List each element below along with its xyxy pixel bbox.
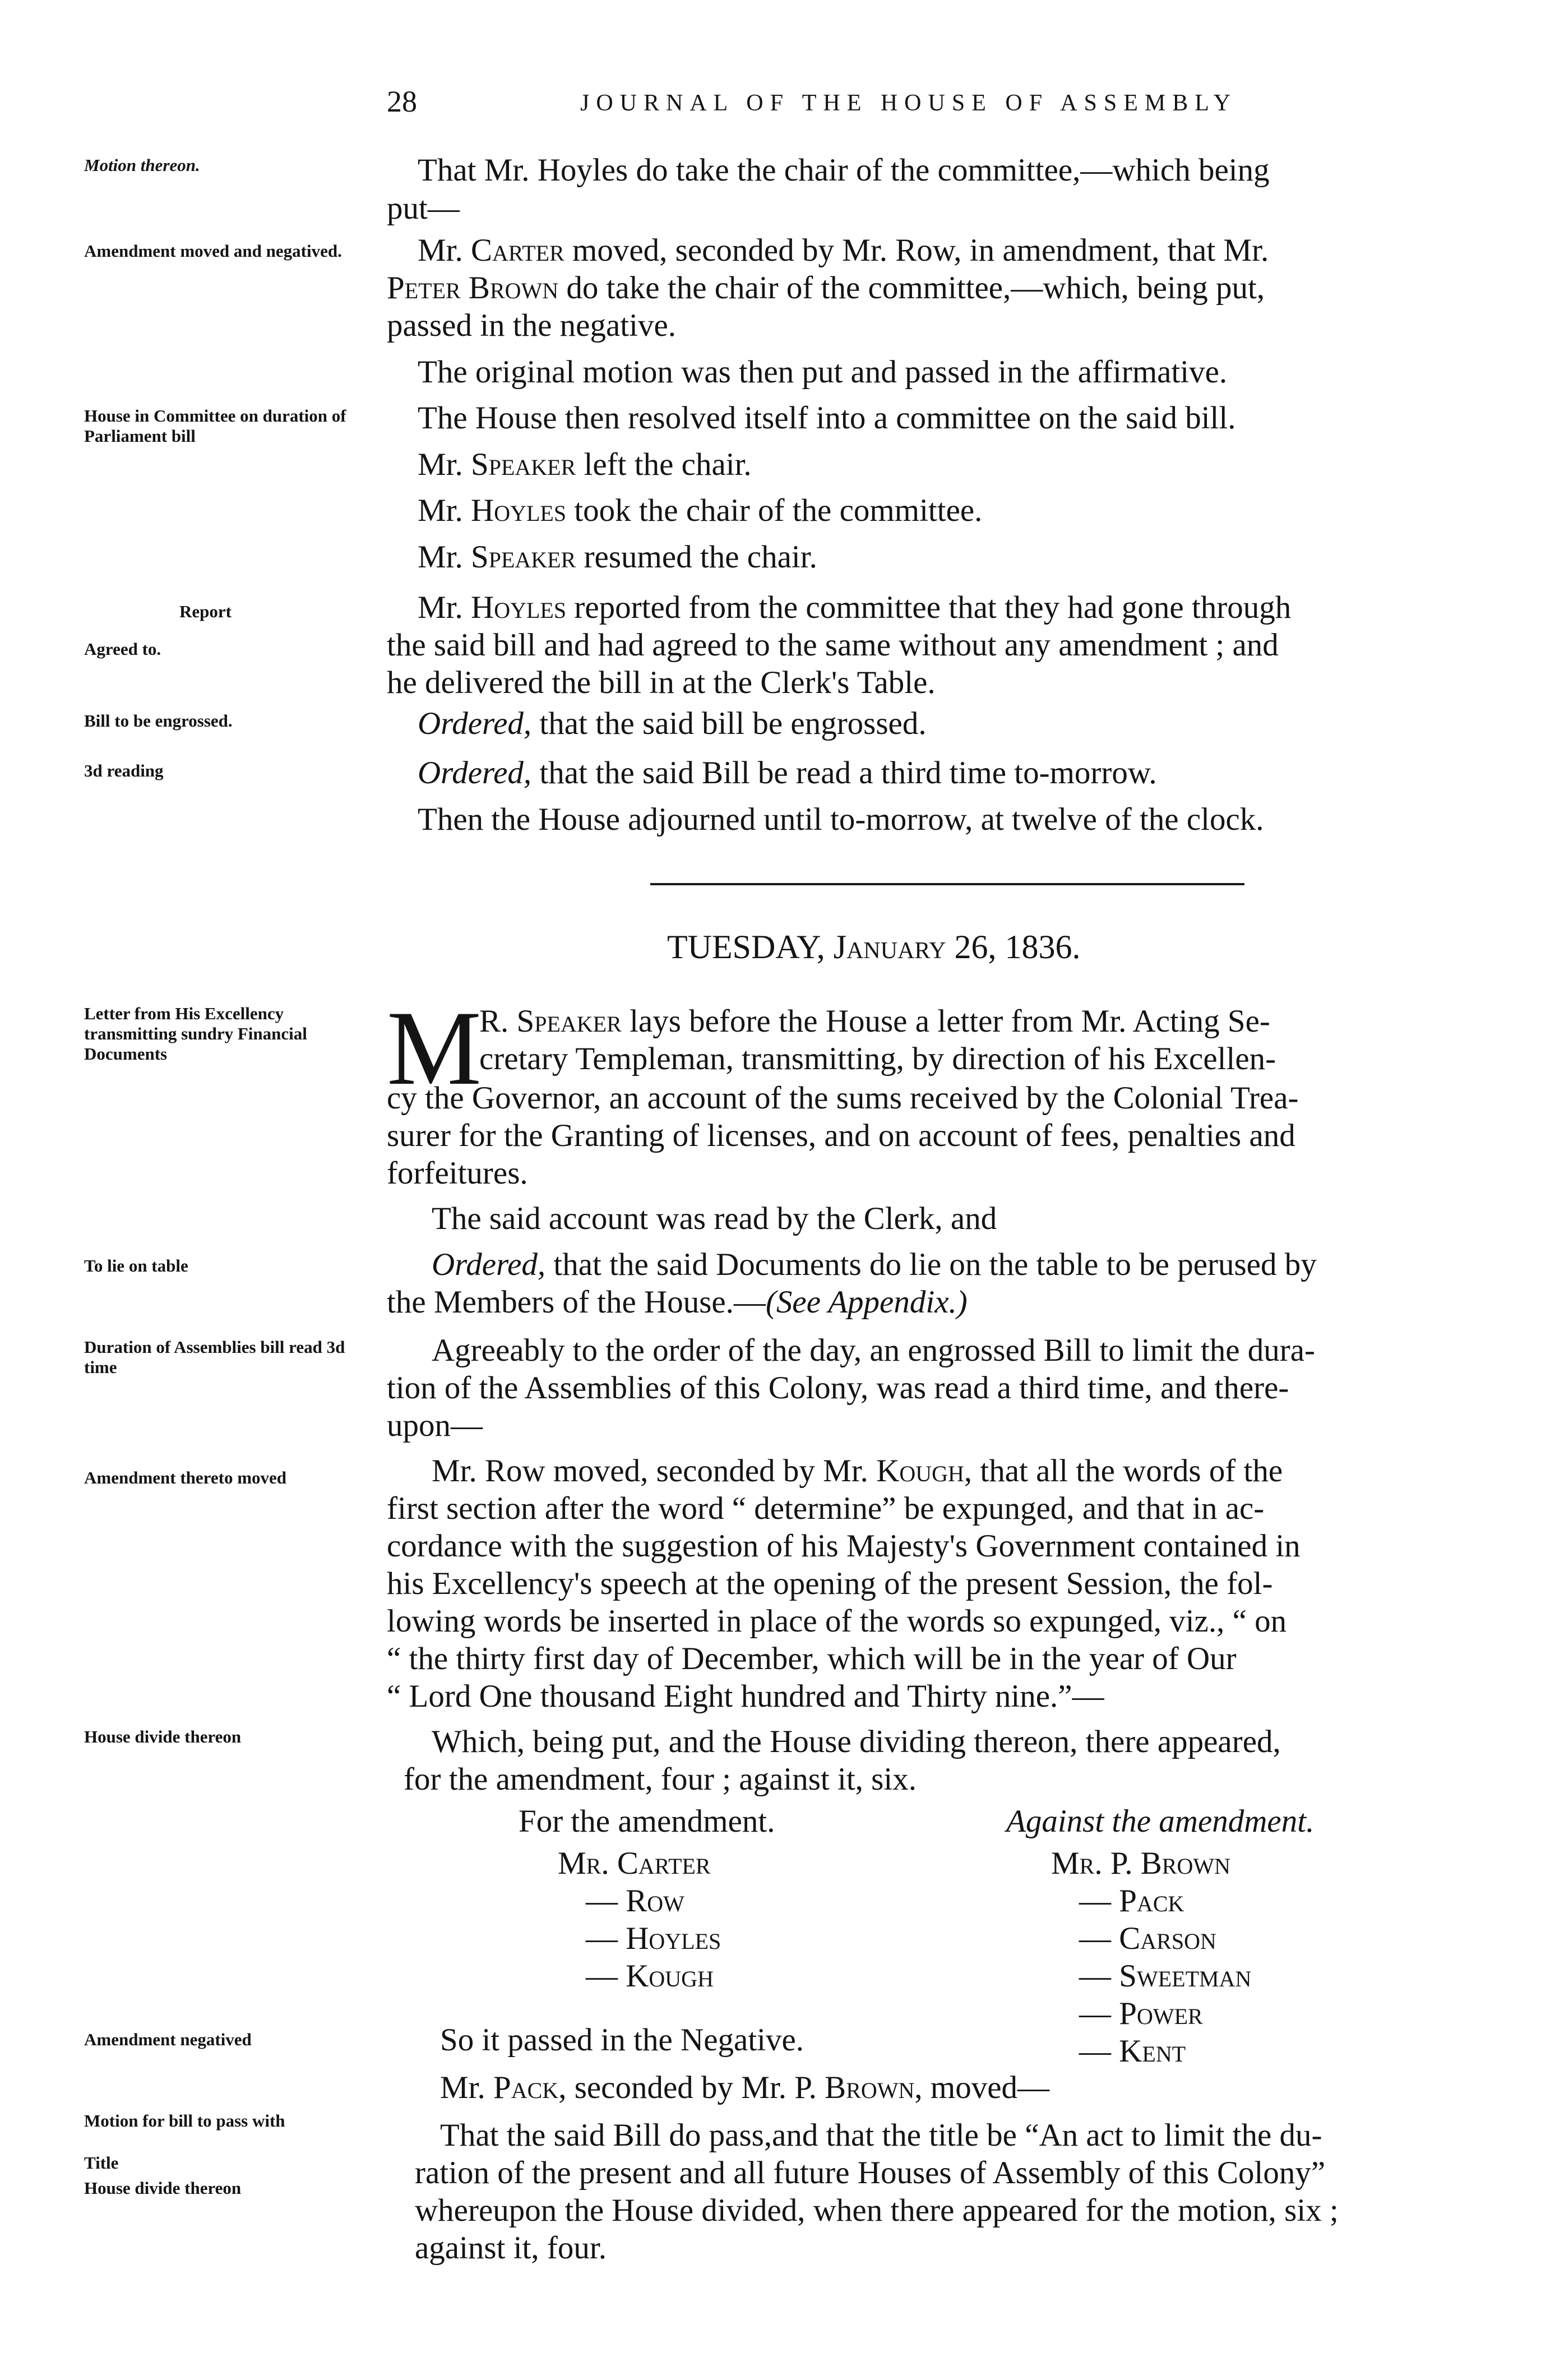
text-line: whereupon the House divided, when there appeared for the motion, six ; (415, 2193, 1339, 2228)
text-line: the said bill and had agreed to the same without any amendment ; and (387, 627, 1279, 663)
text-line: Mr. Hoyles took the chair of the committee. (418, 493, 983, 528)
text-line: Ordered, that the said Bill be read a third time to-morrow. (418, 755, 1157, 791)
text-line: Mr. Hoyles reported from the committee that they had gone through (418, 590, 1292, 625)
text-line: Mr. Carter moved, seconded by Mr. Row, in amendment, that Mr. (418, 233, 1269, 268)
margin-note-agreed: Agreed to. (84, 639, 161, 659)
text-line: his Excellency's speech at the opening of the present Session, the fol- (387, 1566, 1273, 1601)
text-line: the Members of the House.—(See Appendix.) (387, 1284, 968, 1320)
margin-note-title: Title (84, 2153, 119, 2173)
text-line: cretary Templeman, transmitting, by direction of his Excellen- (479, 1041, 1276, 1076)
margin-note-duration-bill: Duration of Assemblies bill read 3d time (84, 1337, 345, 1377)
text-line: Mr. Row moved, seconded by Mr. Kough, that all the words of the (432, 1453, 1283, 1489)
text-line: So it passed in the Negative. (440, 2022, 804, 2058)
margin-note-engrossed: Bill to be engrossed. (84, 711, 233, 731)
margin-note-lie-on-table: To lie on table (84, 1256, 188, 1276)
margin-note-third-reading: 3d reading (84, 761, 164, 780)
margin-note-house-divide: House divide thereon (84, 1727, 242, 1746)
division-for-heading: For the amendment. (519, 1804, 775, 1839)
text-line: The House then resolved itself into a committee on the said bill. (418, 400, 1236, 436)
page-number: 28 (387, 85, 417, 118)
dateline: TUESDAY, January 26, 1836. (667, 928, 1081, 965)
text-line: That Mr. Hoyles do take the chair of the committee,—which being (418, 152, 1270, 188)
text-line: cy the Governor, an account of the sums received by the Colonial Trea- (387, 1080, 1299, 1116)
text-line: The original motion was then put and passed in the affirmative. (418, 354, 1228, 390)
vote-for-name: — Kough (586, 1958, 714, 1994)
text-line: Peter Brown do take the chair of the committee,—which, being put, (387, 270, 1265, 306)
text-line: for the amendment, four ; against it, six. (404, 1762, 917, 1797)
vote-against-name: — Sweetman (1079, 1958, 1252, 1994)
margin-note-motion-to-pass: Motion for bill to pass with (84, 2111, 285, 2131)
text-line: forfeitures. (387, 1156, 528, 1191)
margin-note-house-divide-2: House divide thereon (84, 2178, 242, 2198)
margin-note-house-in-committee: House in Committee on duration of Parliament bill (84, 406, 346, 446)
text-line: “ the thirty first day of December, which will be in the year of Our (387, 1641, 1237, 1676)
text-line: R. Speaker lays before the House a letter from Mr. Acting Se- (479, 1004, 1270, 1039)
vote-against-name: — Carson (1079, 1921, 1216, 1956)
drop-cap: M (387, 990, 482, 1107)
running-title: JOURNAL OF THE HOUSE OF ASSEMBLY (580, 90, 1238, 116)
text-line: surer for the Granting of licenses, and on account of fees, penalties and (387, 1118, 1295, 1153)
text-line: passed in the negative. (387, 308, 677, 343)
text-line: lowing words be inserted in place of the words so expunged, viz., “ on (387, 1603, 1287, 1639)
text-line: Mr. Pack, seconded by Mr. P. Brown, moved— (440, 2070, 1050, 2105)
section-divider-rule (650, 883, 1244, 885)
margin-note-amendment-negatived-2: Amendment negatived (84, 2030, 252, 2049)
vote-against-name: — Power (1079, 1996, 1203, 2031)
text-line: ration of the present and all future Houses of Assembly of this Colony” (415, 2155, 1326, 2190)
text-line: put— (387, 191, 460, 226)
text-line: Agreeably to the order of the day, an engrossed Bill to limit the dura- (432, 1333, 1316, 1368)
text-line: upon— (387, 1408, 483, 1443)
text-line: The said account was read by the Clerk, and (432, 1201, 997, 1236)
text-line: “ Lord One thousand Eight hundred and Thirty nine.”— (387, 1679, 1104, 1714)
text-line: That the said Bill do pass,and that the title be “An act to limit the du- (440, 2118, 1322, 2153)
text-line: against it, four. (415, 2230, 607, 2266)
vote-for-name: — Row (586, 1883, 684, 1919)
margin-note-letter: Letter from His Excellency transmitting sundry Financial Documents (84, 1004, 307, 1064)
text-line: Mr. Speaker left the chair. (418, 447, 752, 482)
text-line: he delivered the bill in at the Clerk's Table. (387, 665, 936, 700)
text-line: Ordered, that the said Documents do lie on the table to be perused by (432, 1247, 1317, 1282)
text-line: Mr. Speaker resumed the chair. (418, 539, 817, 575)
margin-note-report: Report (179, 602, 232, 621)
vote-for-name: Mr. Carter (558, 1846, 711, 1881)
text-line: Which, being put, and the House dividing thereon, there appeared, (432, 1724, 1281, 1759)
text-line: first section after the word “ determine” be expunged, and that in ac- (387, 1491, 1265, 1526)
division-against-heading: Against the amendment. (1006, 1804, 1315, 1839)
vote-against-name: — Pack (1079, 1883, 1184, 1919)
margin-note-amendment-moved: Amendment thereto moved (84, 1468, 287, 1487)
vote-against-name: Mr. P. Brown (1051, 1846, 1230, 1881)
text-line: Ordered, that the said bill be engrossed. (418, 706, 927, 741)
vote-against-name: — Kent (1079, 2034, 1186, 2069)
vote-for-name: — Hoyles (586, 1921, 721, 1956)
text-line: Then the House adjourned until to-morrow, at twelve of the clock. (418, 802, 1264, 837)
text-line: cordance with the suggestion of his Majesty's Government contained in (387, 1528, 1301, 1564)
text-line: tion of the Assemblies of this Colony, was read a third time, and there- (387, 1370, 1289, 1406)
margin-note-motion-thereon: Motion thereon. (84, 155, 200, 175)
margin-note-amendment-negatived: Amendment moved and negatived. (84, 241, 342, 261)
